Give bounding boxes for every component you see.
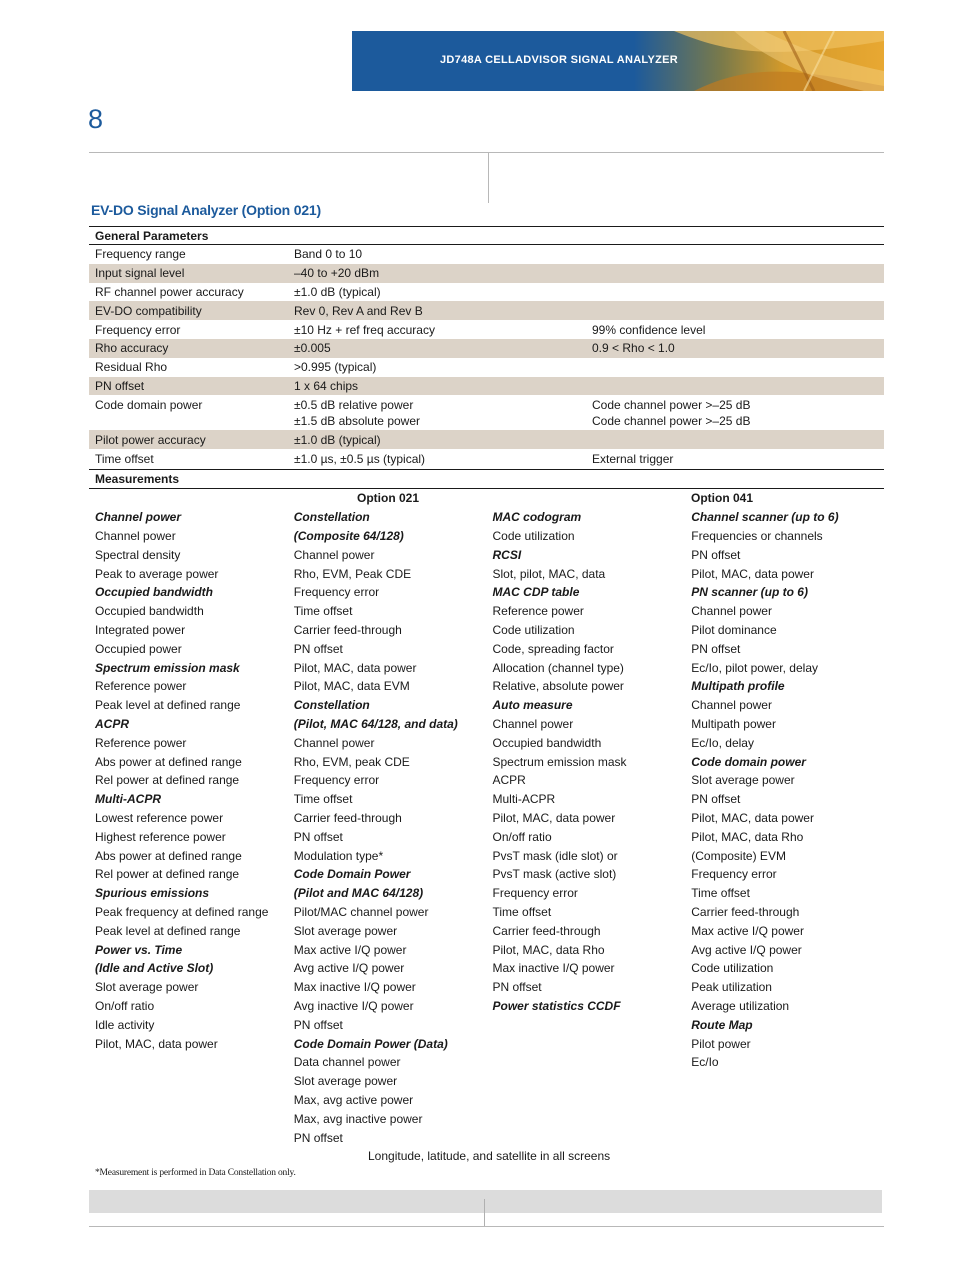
measurement-item: Modulation type* (293, 848, 384, 863)
measurement-item: Ec/Io, pilot power, delay (691, 660, 818, 675)
measurement-item: Spectrum emission mask (492, 754, 627, 769)
measurement-heading: Channel power (95, 510, 182, 525)
param-label: Rho accuracy (95, 341, 169, 356)
measurement-item: Average utilization (691, 998, 790, 1013)
measurement-item: Pilot, MAC, data Rho (492, 942, 605, 957)
page-number: 8 (88, 104, 104, 134)
measurement-heading: ACPR (95, 717, 130, 732)
measurement-item: Occupied bandwidth (95, 604, 204, 619)
measurement-item: PN offset (691, 641, 741, 656)
measurement-column (487, 508, 686, 1147)
option-041-label: Option 041 (691, 491, 754, 506)
measurement-heading: MAC CDP table (492, 585, 580, 600)
measurement-item: PN offset (293, 1017, 343, 1032)
measurement-item: Ec/Io (691, 1055, 719, 1070)
param-label: Input signal level (95, 266, 185, 281)
measurement-heading: Auto measure (492, 698, 573, 713)
measurement-item: Reference power (95, 735, 187, 750)
measurement-heading: Code Domain Power (293, 867, 411, 882)
param-row (89, 245, 884, 264)
measurement-item: Relative, absolute power (492, 679, 624, 694)
measurement-item: Rel power at defined range (95, 773, 240, 788)
measurement-heading: (Idle and Active Slot) (95, 961, 214, 976)
measurement-item: Avg active I/Q power (691, 942, 802, 957)
measurement-heading: Code Domain Power (Data) (293, 1036, 448, 1051)
measurement-item: Lowest reference power (95, 811, 224, 826)
measurement-item: Avg inactive I/Q power (293, 998, 414, 1013)
param-row (89, 264, 884, 283)
measurement-item: Rho, EVM, peak CDE (293, 754, 410, 769)
option-021-label: Option 021 (357, 491, 420, 506)
param-value-line: ±1.5 dB absolute power (294, 414, 420, 429)
spec-table (89, 226, 884, 1147)
measurement-item: Spectral density (95, 547, 181, 562)
param-note (592, 398, 882, 428)
measurement-item: Pilot, MAC, data power (293, 660, 417, 675)
measurement-item: Max, avg active power (293, 1092, 414, 1107)
measurement-item: Allocation (channel type) (492, 660, 624, 675)
footer-bar (89, 1190, 882, 1213)
measurement-item: PvsT mask (idle slot) or (492, 848, 618, 863)
measurement-heading: RCSI (492, 547, 522, 562)
measurement-item: Channel power (293, 547, 375, 562)
measurement-item: Max active I/Q power (293, 942, 407, 957)
measurement-item: Slot average power (293, 1074, 398, 1089)
measurement-item: Data channel power (293, 1055, 401, 1070)
option-labels (89, 489, 884, 508)
param-value: >0.995 (typical) (294, 360, 377, 375)
measurement-item: PN offset (492, 980, 542, 995)
param-row (89, 377, 884, 396)
measurement-item: Pilot/MAC channel power (293, 905, 429, 919)
measurement-item: Reference power (95, 679, 187, 694)
measurement-item: Slot, pilot, MAC, data (492, 566, 606, 581)
param-label: Time offset (95, 451, 154, 466)
param-label: EV-DO compatibility (95, 303, 202, 318)
measurement-item: PvsT mask (active slot) (492, 867, 617, 882)
code-domain-row (89, 395, 884, 430)
measurement-item: Code utilization (492, 529, 575, 544)
measurement-item: Frequency error (492, 886, 578, 901)
param-row (89, 449, 884, 468)
measurement-item: ACPR (492, 773, 526, 788)
measurement-item: Pilot, MAC, data power (95, 1036, 218, 1051)
measurement-item: Slot average power (95, 980, 199, 995)
measurement-heading: (Pilot and MAC 64/128) (293, 886, 424, 901)
measurement-heading: Occupied bandwidth (95, 585, 214, 600)
header-banner (352, 31, 884, 91)
measurement-item: Avg active I/Q power (293, 961, 405, 976)
measurement-item: Max inactive I/Q power (293, 980, 416, 995)
measurement-item: Peak to average power (95, 566, 219, 581)
measurement-item: Carrier feed-through (691, 905, 800, 919)
measurement-heading: Code domain power (691, 754, 806, 769)
param-row (89, 339, 884, 358)
measurement-item: Integrated power (95, 623, 186, 638)
measurement-column (288, 508, 487, 1147)
measurement-heading: Spurious emissions (95, 886, 210, 901)
measurement-item: Pilot, MAC, data power (492, 811, 616, 826)
top-divider (89, 152, 884, 153)
param-note: 0.9 < Rho < 1.0 (592, 341, 675, 356)
measurement-item: Multipath power (691, 717, 776, 732)
measurement-item: Peak level at defined range (95, 698, 241, 713)
measurement-column (89, 508, 288, 1147)
banner-title: JD748A CELLADVISOR SIGNAL ANALYZER (440, 54, 678, 66)
measurements-footer-line: Longitude, latitude, and satellite in all screens (368, 1149, 611, 1163)
param-row (89, 283, 884, 302)
measurement-item: Frequency error (293, 585, 380, 600)
measurement-item: Peak frequency at defined range (95, 905, 269, 919)
measurement-columns (89, 508, 884, 1147)
param-row (89, 320, 884, 339)
param-value (294, 398, 592, 428)
measurement-item: Idle activity (95, 1017, 155, 1032)
measurement-item: Channel power (691, 604, 772, 619)
measurement-item: Pilot power (691, 1036, 751, 1051)
measurement-item: Pilot, MAC, data Rho (691, 829, 804, 844)
measurement-item: Frequency error (691, 867, 777, 882)
measurement-heading: Constellation (293, 698, 370, 713)
measurement-heading: Route Map (691, 1017, 753, 1032)
param-label: RF channel power accuracy (95, 284, 244, 299)
measurement-item: PN offset (293, 1130, 343, 1145)
measurement-item: Rel power at defined range (95, 867, 240, 882)
measurements-header: Measurements (89, 470, 884, 489)
measurement-heading: (Composite 64/128) (293, 529, 404, 544)
param-label: Pilot power accuracy (95, 432, 206, 447)
measurement-item: Slot average power (293, 923, 398, 938)
measurement-heading: (Pilot, MAC 64/128, and data) (293, 717, 458, 732)
measurement-heading: Multi-ACPR (95, 792, 161, 807)
measurement-item: Code utilization (691, 961, 774, 976)
measurement-item: PN offset (691, 792, 741, 807)
measurement-heading: Power statistics CCDF (492, 998, 621, 1013)
measurement-item: Highest reference power (95, 829, 226, 844)
param-value: Band 0 to 10 (294, 247, 363, 262)
measurement-item: Code utilization (492, 623, 575, 638)
bottom-vertical-divider (484, 1199, 485, 1226)
measurement-heading: Constellation (293, 510, 370, 525)
param-value: –40 to +20 dBm (294, 266, 380, 281)
measurement-item: On/off ratio (95, 998, 155, 1013)
measurement-item: Max active I/Q power (691, 923, 804, 938)
param-value-line: ±0.5 dB relative power (294, 398, 414, 413)
param-value: ±10 Hz + ref freq accuracy (294, 322, 435, 337)
top-vertical-divider (488, 153, 489, 203)
measurement-item: Frequency error (293, 773, 380, 788)
measurement-item: Frequencies or channels (691, 529, 823, 544)
measurement-item: Carrier feed-through (492, 923, 601, 938)
footnote: *Measurement is performed in Data Constellation only. (95, 1168, 296, 1178)
bottom-divider (89, 1226, 884, 1227)
measurement-heading: Power vs. Time (95, 942, 183, 957)
measurement-heading: MAC codogram (492, 510, 582, 525)
measurement-item: Carrier feed-through (293, 623, 402, 638)
param-label: Code domain power (95, 398, 203, 413)
measurement-column (685, 508, 884, 1147)
measurement-item: Occupied power (95, 641, 182, 656)
param-note-line: Code channel power >–25 dB (592, 414, 751, 429)
measurement-item: Abs power at defined range (95, 848, 242, 863)
param-note: External trigger (592, 451, 674, 466)
measurement-item: Pilot, MAC, data power (691, 566, 814, 581)
measurement-item: PN offset (691, 547, 741, 562)
general-parameters-header: General Parameters (89, 226, 884, 245)
measurement-item: Max, avg inactive power (293, 1111, 423, 1126)
param-row (89, 301, 884, 320)
param-value: ±1.0 µs, ±0.5 µs (typical) (294, 451, 426, 466)
param-row (89, 430, 884, 449)
measurement-item: Channel power (691, 698, 772, 713)
measurement-item: Pilot, MAC, data power (691, 811, 814, 826)
measurement-item: PN offset (293, 829, 343, 844)
param-note: 99% confidence level (592, 322, 706, 337)
measurement-item: Pilot, MAC, data EVM (293, 679, 410, 694)
general-parameters-rows (89, 245, 884, 395)
measurement-item: On/off ratio (492, 829, 552, 844)
param-note-line: Code channel power >–25 dB (592, 398, 751, 413)
measurement-item: Peak level at defined range (95, 923, 241, 938)
measurement-item: Pilot dominance (691, 623, 777, 638)
param-value: ±1.0 dB (typical) (294, 432, 381, 447)
measurement-item: Ec/Io, delay (691, 735, 754, 750)
measurement-heading: Spectrum emission mask (95, 660, 240, 675)
measurement-item: Time offset (691, 886, 750, 901)
measurement-item: Code, spreading factor (492, 641, 614, 656)
general-parameters-rows-2 (89, 430, 884, 468)
measurement-item: (Composite) EVM (691, 848, 786, 863)
measurement-item: Max inactive I/Q power (492, 961, 615, 976)
measurement-heading: Multipath profile (691, 679, 785, 694)
param-label: PN offset (95, 378, 145, 393)
measurement-item: Slot average power (691, 773, 795, 788)
param-label: Frequency range (95, 247, 186, 262)
measurement-item: Abs power at defined range (95, 754, 242, 769)
measurement-item: Multi-ACPR (492, 792, 556, 807)
measurement-heading: PN scanner (up to 6) (691, 585, 808, 600)
param-label: Residual Rho (95, 360, 168, 375)
param-value: ±0.005 (294, 341, 331, 356)
measurement-heading: Channel scanner (up to 6) (691, 510, 839, 525)
measurement-item: Rho, EVM, Peak CDE (293, 566, 412, 581)
measurement-item: Time offset (293, 792, 353, 807)
measurement-item: Channel power (492, 717, 574, 732)
param-label: Frequency error (95, 322, 181, 337)
measurement-item: PN offset (293, 641, 343, 656)
measurement-item: Time offset (492, 905, 552, 919)
param-value: ±1.0 dB (typical) (294, 284, 381, 299)
param-row (89, 358, 884, 377)
measurement-item: Occupied bandwidth (492, 735, 602, 750)
section-title: EV-DO Signal Analyzer (Option 021) (91, 202, 321, 218)
measurement-item: Peak utilization (691, 980, 772, 995)
measurement-item: Time offset (293, 604, 353, 619)
param-value: 1 x 64 chips (294, 378, 359, 393)
measurement-item: Channel power (293, 735, 375, 750)
measurement-item: Carrier feed-through (293, 811, 402, 826)
measurement-item: Channel power (95, 529, 176, 544)
param-value: Rev 0, Rev A and Rev B (294, 303, 423, 318)
measurement-item: Reference power (492, 604, 584, 619)
